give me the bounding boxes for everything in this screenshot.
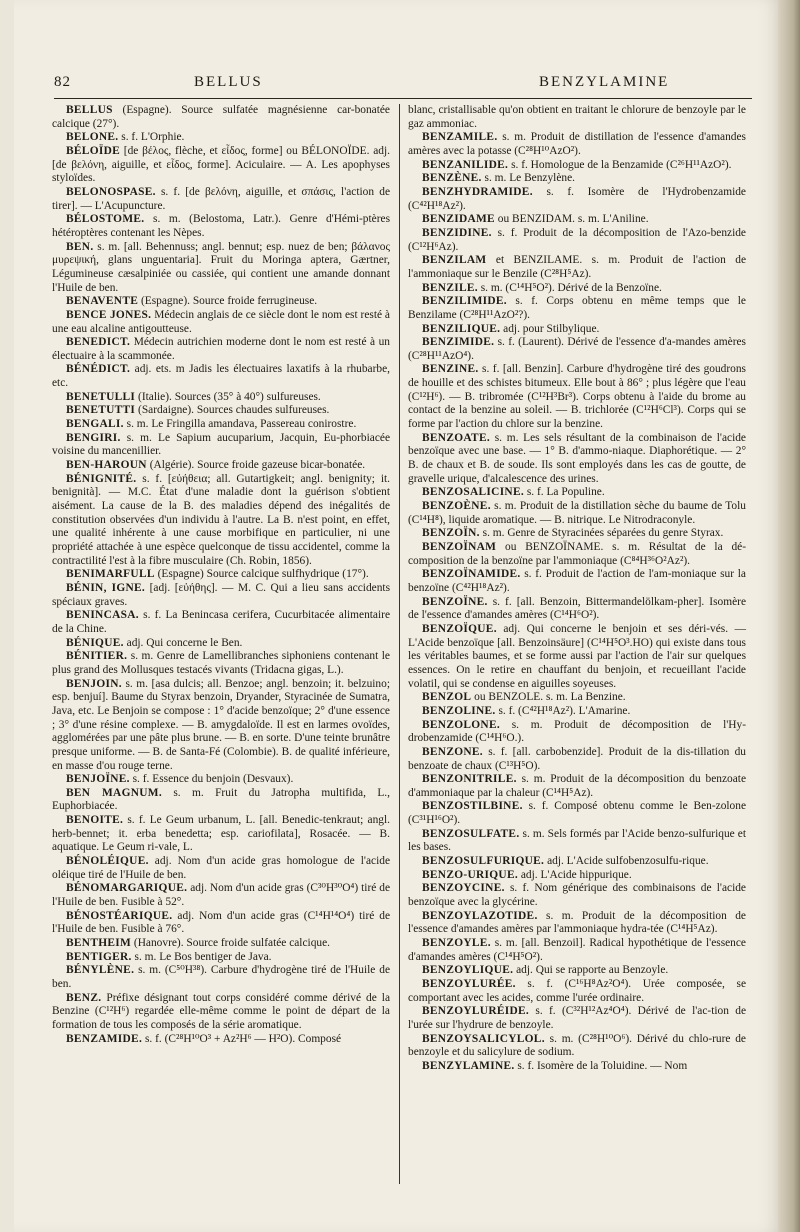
entry-definition: s. m. (Belostoma, Latr.). Genre d'Hémi-ptères hétéroptères contenant les Nèpes. <box>52 213 390 239</box>
entry-definition: s. f. Composé obtenu comme le Ben-zolone (C³¹H¹⁶O²). <box>408 800 746 827</box>
entry-headword: BÉNOMARGARIQUE. <box>66 882 188 895</box>
dictionary-entry <box>52 964 390 991</box>
entry-definition: [adj. [εὐήθης]. — M. C. Qui a lieu sans accidents spéciaux graves. <box>52 581 391 608</box>
entry-headword: BENZILIMIDE. <box>422 295 507 308</box>
entry-definition: et BENZILAME. s. m. Produit de l'action de l'ammoniaque sur le Benzile (C²⁸H⁵Az). <box>408 254 746 280</box>
entry-definition: s. f. (C¹⁶H⁸Az²O⁴). Urée composée, se comportant avec les acides, comme l'urée ordinaire. <box>408 978 746 1004</box>
dictionary-entry <box>52 882 390 909</box>
dictionary-entry <box>408 1005 746 1032</box>
dictionary-entry <box>52 910 390 937</box>
entry-headword: BENZOÈNE. <box>422 500 491 513</box>
entry-definition: s. f. Nom générique des combinaisons de l'acide benzoïque avec la glycérine. <box>408 882 746 909</box>
dictionary-entry <box>408 282 746 296</box>
dictionary-entry <box>52 773 390 787</box>
dictionary-entry <box>408 978 746 1005</box>
dictionary-entry <box>52 432 390 459</box>
entry-headword: BENZIDAME <box>422 213 495 226</box>
dictionary-entry <box>52 609 390 636</box>
entry-definition: (Hanovre). Source froide sulfatée calcique. <box>131 937 330 950</box>
page-edge-shadow <box>778 0 800 1232</box>
dictionary-entry <box>408 541 746 568</box>
entry-headword: BÉLOSTOME. <box>66 213 145 226</box>
entry-definition: s. f. (C³²H¹²Az⁴O⁴). Dérivé de l'ac-tion de l'urée sur l'hydrure de benzoyle. <box>408 1005 746 1031</box>
entry-headword: BENTHEIM <box>66 937 132 950</box>
entry-headword: BENZONITRILE. <box>422 773 517 786</box>
entry-headword: BENZILAM <box>422 254 487 267</box>
entry-definition: s. f. Essence du benjoin (Desvaux). <box>129 773 294 786</box>
dictionary-entry <box>408 623 746 691</box>
entry-definition: [de βέλος, flèche, et εἶδος, forme] ou BÉLONOÏDE. adj. [de βελόνη, aiguille, et εἶδος, forme]. Aciculaire. — A. Les apophyses styloïdes. <box>52 144 390 185</box>
entry-headword: BENZOYCINE. <box>422 882 505 895</box>
dictionary-entry <box>52 404 390 418</box>
entry-headword: BENZO-URIQUE. <box>422 868 518 881</box>
entry-definition: adj. L'Acide sulfobenzosulfu-rique. <box>544 855 709 868</box>
dictionary-entry <box>52 1033 390 1047</box>
entry-headword: BÉNIGNITÉ. <box>66 472 137 485</box>
entry-definition: s. f. Produit de la décomposition de l'Azo-benzide (C¹²H⁶Az). <box>408 226 746 253</box>
dictionary-entry <box>52 814 390 855</box>
dictionary-entry <box>52 937 390 951</box>
dictionary-entry <box>52 186 390 213</box>
dictionary-entry <box>408 172 746 186</box>
entry-headword: BENGALI. <box>66 418 124 431</box>
dictionary-entry <box>52 582 390 609</box>
entry-definition: adj. ets. m Jadis les électuaires laxatifs à la rhubarbe, etc. <box>52 363 390 390</box>
entry-definition: adj. pour Stilbylique. <box>500 322 600 335</box>
dictionary-entry <box>408 159 746 173</box>
entry-headword: BENZOLONE. <box>422 718 501 731</box>
entry-headword: BENZHYDRAMIDE. <box>422 185 533 198</box>
entry-headword: BÉNIN, IGNE. <box>66 581 146 594</box>
dictionary-entry <box>408 568 746 595</box>
dictionary-entry <box>408 336 746 363</box>
right-column <box>408 104 746 1074</box>
dictionary-entry <box>52 992 390 1033</box>
dictionary-entry <box>408 1033 746 1060</box>
dictionary-entry <box>408 186 746 213</box>
dictionary-entry <box>52 104 390 131</box>
entry-headword: BENCE JONES. <box>66 308 152 321</box>
entry-headword: BELONOSPASE. <box>66 185 156 198</box>
entry-definition: adj. Qui concerne le Ben. <box>123 636 243 649</box>
entry-definition: adj. L'Acide hippurique. <box>518 868 632 881</box>
entry-definition: (Sardaigne). Sources chaudes sulfureuses. <box>135 404 330 417</box>
entry-definition: s. m. Produit de distillation de l'essence d'amandes amères avec la potasse (C²⁸H¹⁰AzO²). <box>408 131 746 157</box>
entry-headword: BÉNYLÈNE. <box>66 964 135 977</box>
entry-definition: Médecin autrichien moderne dont le nom est resté à un électuaire à la scammonée. <box>52 336 390 362</box>
entry-definition: s. f. (Laurent). Dérivé de l'essence d'a-mandes amères (C²⁸H¹¹AzO⁴). <box>408 336 746 362</box>
entry-definition: s. f. [de βελόνη, aiguille, et σπάσις, l'action de tirer]. — L'Acupuncture. <box>52 185 390 212</box>
entry-definition: s. m. (C⁵⁰H³⁸). Carbure d'hydrogène tiré de l'Huile de ben. <box>52 964 390 990</box>
entry-definition: adj. Nom d'un acide gras (C³⁰H³⁰O⁴) tiré de l'Huile de ben. Fusible à 52°. <box>52 882 390 909</box>
dictionary-entry <box>408 937 746 964</box>
dictionary-entry <box>52 309 390 336</box>
dictionary-entry <box>408 705 746 719</box>
dictionary-entry <box>408 773 746 800</box>
entry-headword: BENZOYSALICYLOL. <box>422 1032 545 1045</box>
entry-headword: BENZIDINE. <box>422 226 492 239</box>
dictionary-entry <box>52 145 390 186</box>
dictionary-entry <box>408 964 746 978</box>
dictionary-entry <box>408 527 746 541</box>
entry-definition: s. m. [asa dulcis; all. Benzoe; angl. benzoin; it. belzuino; esp. benjuí]. Baume du Styrax benzoin, Dryander, Styracinée de Sumatra, Java, etc. Le Benjoin se compose : 1° d'acide benzoïque; 2° d'une essence ; 3° d'une résine complexe. — B. amygdaloïde. Il est en larmes ovoïdes, agglomérées par une pâte plus brune. — B. en sorte. D'une teinte brunâtre presque uniforme. — B. de Santa-Fé (Colombie). B. de qualité inférieure, en masse d'ou rouge terne. <box>52 677 390 772</box>
entry-headword: BENZANILIDE. <box>422 158 509 171</box>
dictionary-entry <box>52 951 390 965</box>
header-rule <box>54 98 752 99</box>
entry-headword: BÉLOÏDE <box>66 144 121 157</box>
entry-headword: BENZAMILE. <box>422 131 498 144</box>
left-running-head: BELLUS <box>194 74 263 90</box>
entry-headword: BENZOSALICINE. <box>422 486 524 499</box>
entry-definition: s. m. Genre de Styracinées séparées du genre Styrax. <box>479 527 724 540</box>
entry-headword: BENZÈNE. <box>422 172 482 185</box>
entry-headword: BEN MAGNUM. <box>66 786 162 799</box>
entry-headword: BÉNÉDICT. <box>66 363 131 376</box>
entry-definition: s. f. La Populine. <box>524 486 605 499</box>
entry-headword: BÉNOSTÉARIQUE. <box>66 909 173 922</box>
entry-definition: s. f. La Benincasa cerifera, Cucurbitacée alimentaire de la Chine. <box>52 609 390 635</box>
entry-definition: (Espagne). Source froide ferrugineuse. <box>138 295 318 308</box>
dictionary-entry <box>52 568 390 582</box>
entry-headword: BELONE. <box>66 131 119 144</box>
entry-definition: s. m. (C²⁸H¹⁰O⁶). Dérivé du chlo-rure de benzoyle et du salicylure de sodium. <box>408 1032 746 1059</box>
entry-headword: BENZILIQUE. <box>422 322 501 335</box>
dictionary-entry <box>408 596 746 623</box>
dictionary-entry <box>408 1060 746 1074</box>
entry-headword: BÉNOLÉIQUE. <box>66 855 149 868</box>
dictionary-entry <box>52 131 390 145</box>
entry-definition: s. m. (C¹⁴H⁵O²). Dérivé de la Benzoïne. <box>477 281 662 294</box>
entry-definition: s. m. Produit de la distillation sèche du baume de Tolu (C¹⁴H⁸), liquide aromatique. — B. nitrique. Le Nitrodraconyle. <box>408 500 746 526</box>
dictionary-entry <box>408 295 746 322</box>
entry-headword: BENZOLINE. <box>422 704 496 717</box>
dictionary-entry <box>408 828 746 855</box>
entry-definition: s. m. Le Sapium aucuparium, Jacquin, Eu-phorbiacée voisine du mancenillier. <box>52 431 390 458</box>
column-divider <box>399 104 400 1184</box>
dictionary-entry <box>408 432 746 487</box>
entry-headword: BENEDICT. <box>66 336 131 349</box>
dictionary-entry <box>52 391 390 405</box>
entry-headword: BENTIGER. <box>66 950 132 963</box>
entry-headword: BENZOÏN. <box>422 527 480 540</box>
entry-headword: BENZILE. <box>422 281 478 294</box>
entry-definition: s. m. Produit de la décomposition de l'essence d'amandes amères par l'ammoniaque hydra-tée (C¹⁴H⁵Az). <box>408 909 746 936</box>
dictionary-entry <box>408 486 746 500</box>
entry-headword: BENOITE. <box>66 814 124 827</box>
entry-headword: BENZOSTILBINE. <box>422 800 523 813</box>
entry-headword: BENETUTTI <box>66 404 136 417</box>
entry-headword: BENZIMIDE. <box>422 336 495 349</box>
dictionary-entry <box>408 746 746 773</box>
dictionary-entry <box>52 678 390 774</box>
entry-definition: (Espagne) Source calcique sulfhydrique (17°). <box>154 568 369 581</box>
entry-definition: s. m. Le Bos bentiger de Java. <box>131 950 272 963</box>
entry-definition: ou BENZOLE. s. m. La Benzine. <box>471 691 626 704</box>
entry-definition: s. m. Fruit du Jatropha multifida, L., Euphorbiacée. <box>52 786 390 813</box>
dictionary-entry <box>408 800 746 827</box>
entry-headword: BENGIRI. <box>66 431 121 444</box>
dictionary-entry <box>408 363 746 431</box>
entry-definition: s. f. [all. Benzin]. Carbure d'hydrogène tiré des goudrons de houille et des schistes bitumeux. Elle bout à 86° ; plus légère que l'eau (C¹²H⁶). — B. tribromée (C¹²H³Br³). Corps obtenu à l'aide du brome au contact de la benzine au soleil. — B. trichlorée (C¹²H⁶Cl³). Corps qui se forme par l'action du chlore sur la benzine. <box>408 363 746 431</box>
entry-headword: BENZ. <box>66 991 102 1004</box>
entry-headword: BEN-HAROUN <box>66 459 147 472</box>
entry-definition: (Italie). Sources (35° à 40°) sulfureuses. <box>135 390 321 403</box>
entry-headword: BENZOSULFATE. <box>422 827 520 840</box>
dictionary-entry <box>52 637 390 651</box>
dictionary-entry <box>408 323 746 337</box>
entry-headword: BÉNITIER. <box>66 650 128 663</box>
right-running-head: BENZYLAMINE <box>539 74 670 90</box>
entry-headword: BENZOYLURÉE. <box>422 978 516 990</box>
dictionary-entry <box>408 869 746 883</box>
entry-definition: ou BENZOÏNAME. s. m. Résultat de la dé-composition de la benzoïne par l'ammoniaque (C⁸⁴H³⁶O²Az²). <box>408 541 746 567</box>
entry-headword: BÉNIQUE. <box>66 636 124 649</box>
entry-headword: BENZOL <box>422 691 472 704</box>
entry-headword: BENETULLI <box>66 390 136 403</box>
entry-definition: s. m. [all. Behennuss; angl. bennut; esp. nuez de ben; βάλανος μυρεψική, glans unguentaria]. Fruit du Moringa aptera, Gærtner, Légumineuse cæsalpiniée ou cassiée, qui contient une amande donnant l'Huile de ben. <box>52 240 390 294</box>
dictionary-entry <box>52 363 390 390</box>
entry-definition: (Algérie). Source froide gazeuse bicar-bonatée. <box>146 459 366 472</box>
entry-headword: BENZOATE. <box>422 431 491 444</box>
dictionary-entry <box>52 787 390 814</box>
entry-definition: (Espagne). Source sulfatée magnésienne car-bonatée calcique (27°). <box>52 104 390 130</box>
entry-definition: s. m. Produit de la décomposition du benzoate d'ammoniaque par la chaleur (C¹⁴H⁵Az). <box>408 773 746 799</box>
entry-headword: BEN. <box>66 240 94 253</box>
entry-definition: s. f. [all. Benzoin, Bittermandelölkam-pher]. Isomère de l'essence d'amandes amères (C¹⁴H⁶O²). <box>408 595 746 622</box>
entry-headword: BENZOYLE. <box>422 937 491 950</box>
entry-definition: s. f. Le Geum urbanum, L. [all. Benedic-tenkraut; angl. herb-bennet; it. erba benedetta; esp. cariofilata], Rosacée. — B. aquatique. Le Geum ri-vale, L. <box>52 814 390 854</box>
dictionary-entry <box>408 500 746 527</box>
entry-definition: s. m. Produit de décomposition de l'Hy-drobenzamide (C¹⁴H⁶O.). <box>408 718 746 745</box>
entry-definition: s. m. Les sels résultant de la combinaison de l'acide benzoïque avec une base. — 1° B. d'ammo-niaque. Diaphorétique. — 2° B. de chaux et B. de soude. Ils sont employés dans les cas de goutte, de gravelle urique, d'alcalescence des urines. <box>408 431 746 485</box>
entry-definition: s. m. Le Benzylène. <box>481 172 575 185</box>
entry-headword: BENZOÏNAM <box>422 541 497 553</box>
entry-definition: s. m. Genre de Lamellibranches siphoniens contenant le plus grand des Mollusques testacés vivants (Tridacna gigas, L.). <box>52 650 390 676</box>
entry-headword: BENZONE. <box>422 745 483 758</box>
entry-definition: s. f. Isomère de la Toluidine. — Nom <box>514 1059 688 1072</box>
entry-headword: BENJOIN. <box>66 677 122 690</box>
dictionary-entry <box>408 104 746 131</box>
dictionary-entry <box>52 418 390 432</box>
entry-definition: s. m. Sels formés par l'Acide benzo-sulfurique et les bases. <box>408 827 746 854</box>
dictionary-entry <box>408 719 746 746</box>
entry-headword: BENZAMIDE. <box>66 1032 143 1045</box>
dictionary-entry <box>52 473 390 569</box>
entry-headword: BENZOSULFURIQUE. <box>422 855 545 868</box>
entry-definition: Médecin anglais de ce siècle dont le nom est resté à une eau alcaline antigoutteuse. <box>52 308 390 335</box>
entry-definition: s. f. (C²⁸H¹⁰O³ + Az²H⁶ — H²O). Composé <box>142 1032 342 1045</box>
entry-definition: s. f. [all. carbobenzide]. Produit de la dis-tillation du benzoate de chaux (C¹³H⁵O). <box>408 745 746 772</box>
entry-definition: s. m. Le Fringilla amandava, Passereau conirostre. <box>123 418 357 431</box>
entry-definition: adj. Qui concerne le benjoin et ses déri-vés. — L'Acide benzoïque [all. Benzoinsäure] (C¹⁴H⁵O³.HO) qui existe dans tous les véritables baumes, et se forme aussi par l'action de l'air sur quelques essences. On le retire en chauffant du benjoin, et recueillant l'acide volatil, qui se condense en aiguilles soyeuses. <box>408 622 746 690</box>
entry-definition: Préfixe désignant tout corps considéré comme dérivé de la Benzine (C¹²H⁶) regardée elle-même comme le point de départ de la formation de tous les composés de la série aromatique. <box>52 991 390 1031</box>
entry-headword: BENIMARFULL <box>66 568 155 581</box>
dictionary-entry <box>52 213 390 240</box>
entry-definition: s. f. Corps obtenu en même temps que le Benzilame (C²⁸H¹¹AzO²?). <box>408 295 746 321</box>
dictionary-entry <box>52 650 390 677</box>
entry-headword: BENZOÏQUE. <box>422 622 497 635</box>
dictionary-entry <box>408 910 746 937</box>
entry-headword: BENZOÏNAMIDE. <box>422 568 521 581</box>
dictionary-entry <box>408 131 746 158</box>
entry-definition: s. f. Homologue de la Benzamide (C²⁶H¹¹AzO²). <box>508 158 732 171</box>
dictionary-entry <box>52 459 390 473</box>
page-number: 82 <box>54 74 71 90</box>
dictionary-entry <box>52 241 390 296</box>
entry-headword: BENZOYLIQUE. <box>422 964 514 977</box>
entry-headword: BENINCASA. <box>66 609 139 622</box>
entry-definition: s. f. [εὐήθεια; all. Gutartigkeit; angl. benignity; it. benignità]. — M.C. État d'une maladie dont la guérison s'obtient aisément. La cause de la B. des maladies dépend des inégalités de constitution observées d'un individu à l'autre. La B. n'est point, en effet, une qualité inhérente à une cause morbifique en particulier, ni une propriété attachée à une espèce quelconque de tissu accidentel, comme la contractilité l'est à la fibre musculaire (Ch. Robin, 1856). <box>52 472 390 567</box>
dictionary-entry <box>52 336 390 363</box>
entry-definition: s. f. L'Orphie. <box>118 131 185 144</box>
left-column <box>52 104 390 1046</box>
dictionary-entry <box>408 882 746 909</box>
entry-definition: s. f. Isomère de l'Hydrobenzamide (C⁴²H¹⁸Az²). <box>408 185 746 212</box>
entry-definition: s. m. [all. Benzoil]. Radical hypothétique de l'essence d'amandes amères (C¹⁴H⁵O²). <box>408 937 746 963</box>
entry-headword: BENZOYLAZOTIDE. <box>422 909 538 922</box>
dictionary-entry <box>52 855 390 882</box>
entry-definition: blanc, cristallisable qu'on obtient en traitant le chlorure de benzoyle par le gaz ammoniac. <box>408 104 746 130</box>
entry-headword: BENZOYLURÉIDE. <box>422 1005 530 1018</box>
dictionary-entry <box>52 295 390 309</box>
entry-headword: BENZINE. <box>422 363 479 376</box>
entry-headword: BELLUS <box>66 104 113 116</box>
entry-headword: BENJOÏNE. <box>66 773 130 786</box>
entry-definition: adj. Qui se rapporte au Benzoyle. <box>513 964 669 977</box>
dictionary-entry <box>408 691 746 705</box>
entry-definition: adj. Nom d'un acide gras homologue de l'acide oléique tiré de l'Huile de ben. <box>52 855 390 881</box>
entry-headword: BENZOÏNE. <box>422 595 488 608</box>
entry-definition: s. f. (C⁴²H¹⁸Az²). L'Amarine. <box>495 704 631 717</box>
dictionary-entry <box>408 227 746 254</box>
entry-definition: s. f. Produit de l'action de l'am-moniaque sur la benzoïne (C⁴²H¹⁸Az²). <box>408 568 746 594</box>
entry-definition: ou BENZIDAM. s. m. L'Aniline. <box>494 213 649 226</box>
entry-definition: adj. Nom d'un acide gras (C¹⁴H¹⁴O⁴) tiré de l'Huile de ben. Fusible à 76°. <box>52 909 390 936</box>
entry-headword: BENZYLAMINE. <box>422 1059 515 1072</box>
running-header <box>14 72 786 96</box>
dictionary-entry <box>408 855 746 869</box>
dictionary-entry <box>408 213 746 227</box>
dictionary-entry <box>408 254 746 281</box>
entry-headword: BENAVENTE <box>66 295 139 308</box>
